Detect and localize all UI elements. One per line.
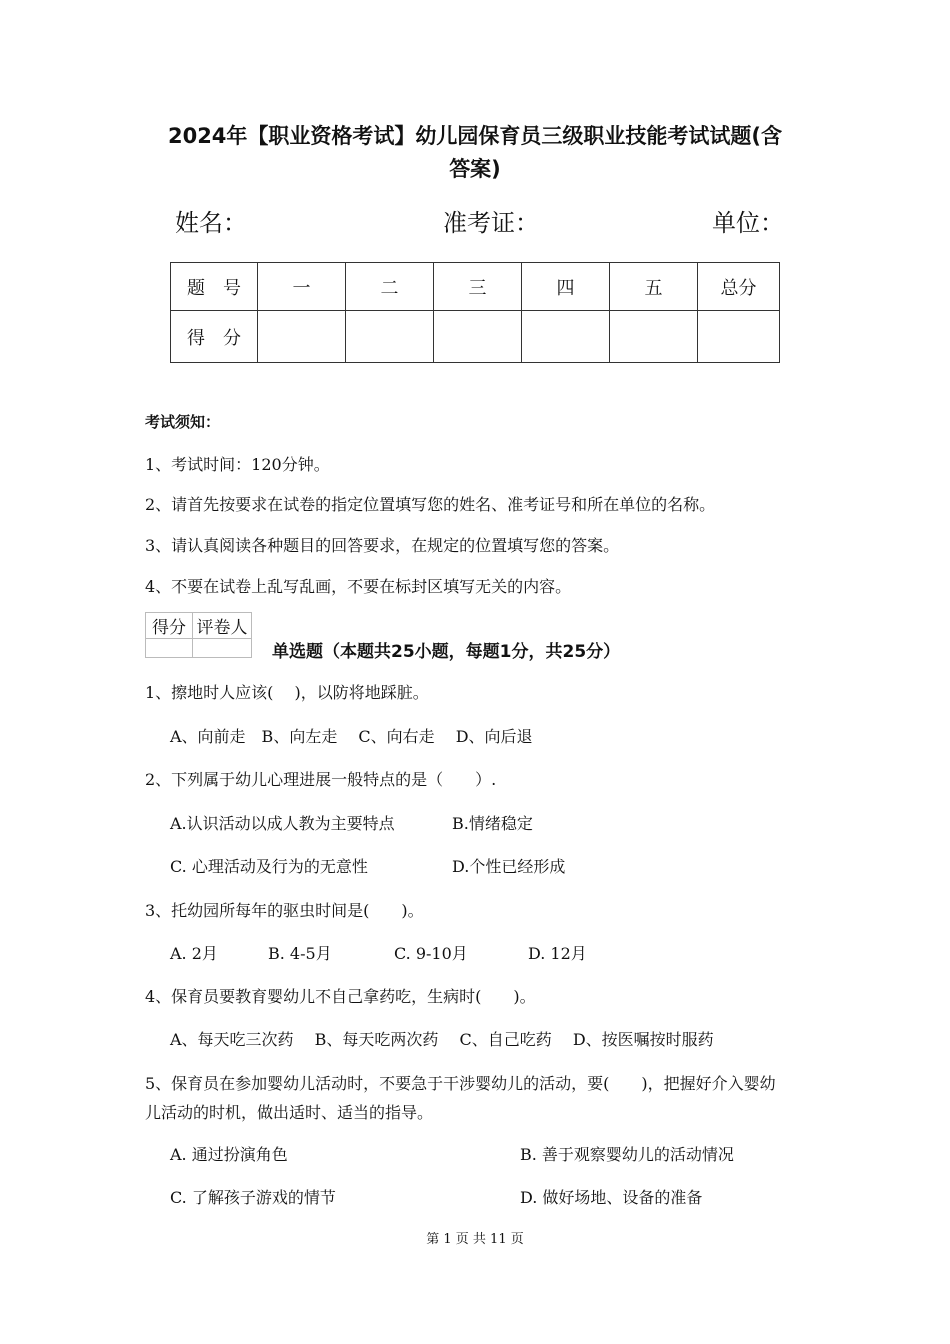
question-stem-continued: 儿活动的时机，做出适时、适当的指导。 <box>145 1103 434 1122</box>
score-table-header-cell: 三 <box>434 263 522 311</box>
score-table-header-cell: 四 <box>522 263 610 311</box>
question-options: A、向前走 B、向左走 C、向右走 D、向后退 <box>170 727 533 746</box>
notice-heading: 考试须知： <box>145 413 221 431</box>
score-cell[interactable] <box>346 311 434 363</box>
question-option: D. 做好场地、设备的准备 <box>520 1188 703 1207</box>
score-table-header-row <box>171 263 780 311</box>
score-table-header-cell: 题 号 <box>171 263 258 311</box>
score-cell[interactable] <box>258 311 346 363</box>
exam-id-field-label: 准考证： <box>443 209 539 237</box>
mini-table-score-cell[interactable] <box>146 639 193 658</box>
score-table-header-cell: 二 <box>346 263 434 311</box>
question-option: A. 2月 <box>170 944 218 963</box>
question-stem: 1、擦地时人应该( )，以防将地踩脏。 <box>145 683 429 702</box>
mini-table-grader-cell[interactable] <box>193 639 252 658</box>
score-table <box>170 262 780 363</box>
page-footer: 第 1 页 共 11 页 <box>426 1232 524 1247</box>
notice-item: 1、考试时间：120分钟。 <box>145 455 330 474</box>
mini-table-grader-label: 评卷人 <box>193 613 252 639</box>
question-stem: 4、保育员要教育婴幼儿不自己拿药吃，生病时( )。 <box>145 987 536 1006</box>
question-option: B. 善于观察婴幼儿的活动情况 <box>520 1145 734 1164</box>
score-table-score-row <box>171 311 780 363</box>
document-title-line1: 2024年【职业资格考试】幼儿园保育员三级职业技能考试试题(含 <box>167 124 783 148</box>
unit-field-label: 单位： <box>712 209 784 237</box>
notice-item: 2、请首先按要求在试卷的指定位置填写您的姓名、准考证号和所在单位的名称。 <box>145 495 716 514</box>
question-option: A.认识活动以成人教为主要特点 <box>170 814 395 833</box>
question-option: B. 4-5月 <box>268 944 332 963</box>
question-option: D. 12月 <box>528 944 587 963</box>
question-stem: 5、保育员在参加婴幼儿活动时，不要急于干涉婴幼儿的活动，要( )，把握好介入婴幼 <box>145 1074 776 1093</box>
score-cell[interactable] <box>522 311 610 363</box>
notice-item: 4、不要在试卷上乱写乱画，不要在标封区填写无关的内容。 <box>145 577 572 596</box>
question-option: C. 9-10月 <box>394 944 468 963</box>
section-title: 单选题（本题共25小题，每题1分，共25分） <box>272 642 621 662</box>
question-option: A. 通过扮演角色 <box>170 1145 288 1164</box>
question-option: C. 心理活动及行为的无意性 <box>170 857 368 876</box>
notice-item: 3、请认真阅读各种题目的回答要求，在规定的位置填写您的答案。 <box>145 536 620 555</box>
question-stem: 2、下列属于幼儿心理进展一般特点的是（ ）. <box>145 770 497 789</box>
name-field-label: 姓名： <box>175 209 247 237</box>
score-table-header-cell: 总分 <box>698 263 780 311</box>
score-row-label: 得 分 <box>171 311 258 363</box>
document-title-line2: 答案) <box>449 157 501 181</box>
question-option: B.情绪稳定 <box>452 814 533 833</box>
score-table-header-cell: 五 <box>610 263 698 311</box>
score-table-header-cell: 一 <box>258 263 346 311</box>
grading-mini-table <box>145 612 252 658</box>
question-option: D.个性已经形成 <box>452 857 566 876</box>
score-cell[interactable] <box>698 311 780 363</box>
score-cell[interactable] <box>610 311 698 363</box>
question-stem: 3、托幼园所每年的驱虫时间是( )。 <box>145 901 424 920</box>
question-options: A、每天吃三次药 B、每天吃两次药 C、自己吃药 D、按医嘱按时服药 <box>170 1030 714 1049</box>
question-option: C. 了解孩子游戏的情节 <box>170 1188 336 1207</box>
score-cell[interactable] <box>434 311 522 363</box>
mini-table-score-label: 得分 <box>146 613 193 639</box>
